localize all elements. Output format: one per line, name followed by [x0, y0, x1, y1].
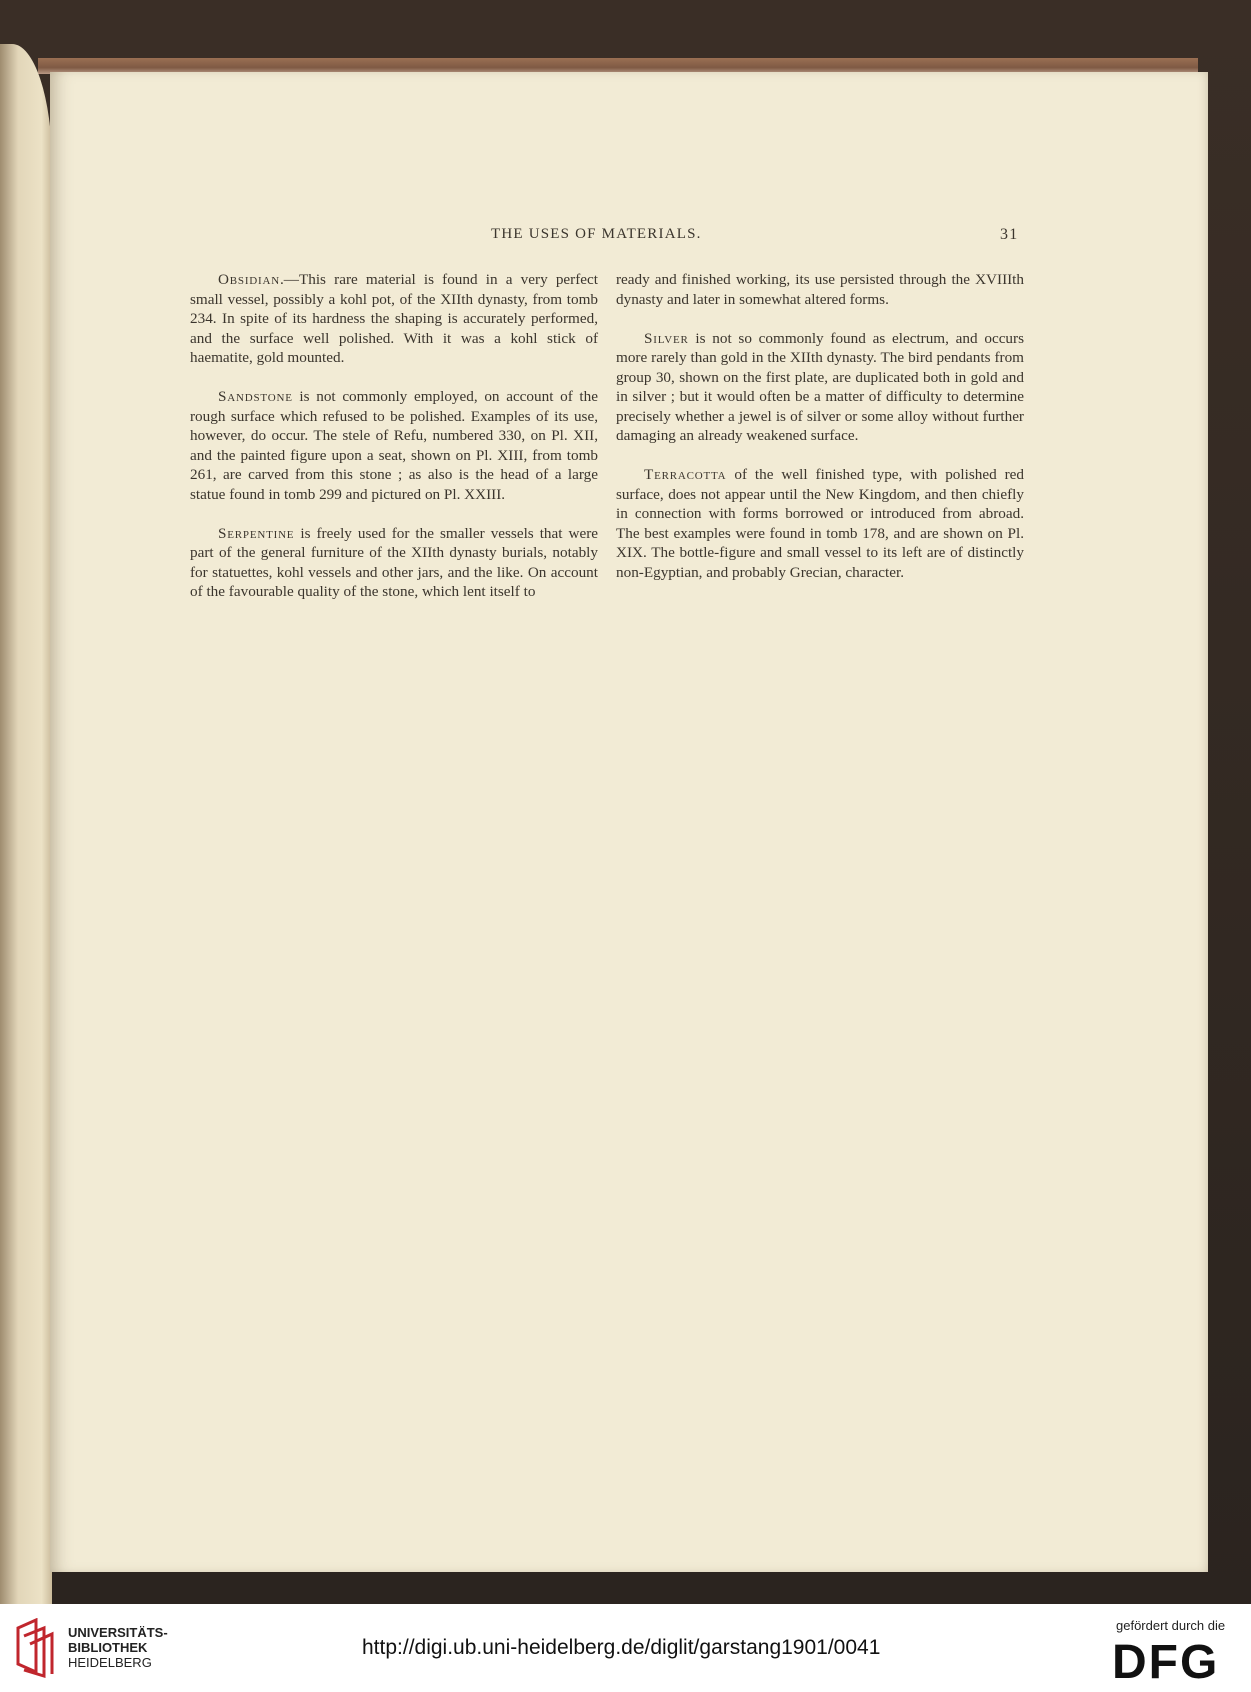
dfg-logo-text: DFG — [1112, 1636, 1220, 1684]
paragraph-text: is freely used for the smaller vessels that were part of the general furniture of the XIIth dynasty burials, notably for statuettes, kohl vessels and other jars, and the like. On account of the favourable quality of the stone, which lent itself to — [190, 524, 598, 600]
page-number: 31 — [1000, 226, 1019, 243]
paragraph-lead: Terracotta — [644, 466, 727, 483]
paragraph-text: ready and finished working, its use persisted through the XVIIIth dynasty and later in somewhat altered forms. — [616, 271, 1024, 308]
paragraph-continuation — [616, 270, 1024, 309]
permalink-url[interactable]: http://digi.ub.uni-heidelberg.de/diglit/garstang1901/0041 — [362, 1636, 881, 1659]
footer-bar — [0, 1604, 1251, 1692]
right-column — [616, 270, 1024, 602]
ub-logo-icon — [14, 1618, 58, 1678]
paragraph-lead: Obsidian — [218, 271, 280, 288]
dfg-logo-icon — [1110, 1634, 1236, 1684]
paragraph-silver — [616, 329, 1024, 446]
paragraph-lead: Serpentine — [218, 524, 295, 542]
paragraph-obsidian — [190, 270, 598, 368]
library-name-line1: UNIVERSITÄTS- — [68, 1625, 168, 1640]
paragraph-text: is not commonly employed, on account of the rough surface which refused to be polished. Examples of its use, however, do occur. The stele of Refu, numbered 330, on Pl. XII, and the painted figure upon a seat, shown on Pl. XIII, from tomb 261, are carved from this stone ; as also is the head of a large statue found in tomb 299 and pictured on Pl. XXIII. — [190, 388, 598, 503]
paragraph-terracotta — [616, 465, 1024, 582]
paragraph-text: .—This rare material is found in a very perfect small vessel, possibly a kohl pot, of the XIIth dynasty, from tomb 234. In spite of its hardness the shaping is accurately performed, and the surface well polished. With it was a kohl stick of haematite, gold mounted. — [190, 271, 598, 366]
paragraph-lead: Silver — [644, 329, 689, 347]
left-page-edge — [0, 44, 52, 1604]
paragraph-sandstone — [190, 387, 598, 504]
running-head: THE USES OF MATERIALS. — [491, 226, 702, 242]
paragraph-serpentine — [190, 524, 598, 602]
paragraph-text: is not so commonly found as electrum, and occurs more rarely than gold in the XIIth dynasty. The bird pendants from group 30, shown on the first plate, are duplicated both in gold and in silver ; but it would often be a matter of difficulty to determine precisely whether a jewel is of silver or some alloy without further damaging an already weakened surface. — [616, 329, 1024, 444]
left-column — [190, 270, 598, 621]
paragraph-lead: Sandstone — [218, 388, 293, 405]
paragraph-text: of the well finished type, with polished red surface, does not appear until the New Kingdom, and then chiefly in connection with forms borrowed or introduced from abroad. The best examples were found in tomb 178, and are shown on Pl. XIX. The bottle-figure and small vessel to its left are of distinctly non-Egyptian, and probably Grecian, character. — [616, 466, 1024, 581]
funded-by-label: gefördert durch die — [1116, 1618, 1226, 1633]
library-name-line2: BIBLIOTHEK — [68, 1640, 148, 1655]
library-name-line3: HEIDELBERG — [68, 1655, 152, 1670]
